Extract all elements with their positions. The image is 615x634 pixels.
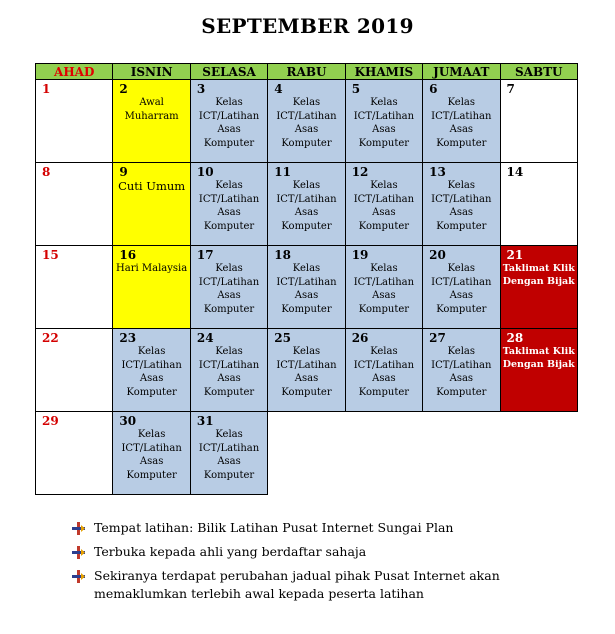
calendar-day-cell — [500, 246, 577, 329]
calendar-empty-cell — [345, 412, 422, 495]
calendar-day-cell — [190, 329, 267, 412]
day-number: 12 — [351, 165, 369, 179]
calendar-day-cell — [423, 329, 500, 412]
note-item — [72, 519, 592, 537]
note-text: Sekiranya terdapat perubahan jadual pihak Pusat Internet akan memaklumkan terlebih awal kepada peserta latihan — [94, 568, 500, 601]
class-label: Kelas ICT/Latihan Asas Komputer — [276, 180, 337, 232]
day-number: 9 — [119, 165, 128, 179]
class-label: Kelas ICT/Latihan Asas Komputer — [353, 97, 415, 149]
weekday-header: SABTU — [500, 64, 577, 80]
calendar-day-cell — [113, 80, 190, 163]
day-number: 30 — [119, 414, 137, 428]
arrow-bullet-icon — [72, 546, 85, 559]
calendar-day-cell — [36, 163, 113, 246]
day-number: 26 — [351, 331, 369, 345]
note-item — [72, 567, 592, 603]
day-number: 21 — [506, 248, 524, 262]
day-number: 29 — [42, 414, 59, 428]
calendar-day-cell — [113, 412, 190, 495]
calendar-week-row — [36, 246, 578, 329]
class-label: Kelas ICT/Latihan Asas Komputer — [431, 263, 492, 315]
class-label: Kelas ICT/Latihan Asas Komputer — [198, 97, 260, 149]
class-label: Kelas ICT/Latihan Asas Komputer — [353, 180, 415, 232]
weekday-header: RABU — [268, 64, 345, 80]
weekday-header: SELASA — [190, 64, 267, 80]
calendar-day-cell — [36, 412, 113, 495]
day-number: 8 — [42, 165, 51, 179]
calendar-day-cell — [113, 246, 190, 329]
calendar-day-cell — [423, 246, 500, 329]
day-number: 10 — [196, 165, 214, 179]
calendar-day-cell — [113, 163, 190, 246]
calendar-day-cell — [36, 246, 113, 329]
day-number: 15 — [42, 248, 59, 262]
class-label: Kelas ICT/Latihan Asas Komputer — [121, 429, 182, 481]
day-number: 17 — [196, 248, 214, 262]
note-text: Terbuka kepada ahli yang berdaftar sahaja — [94, 544, 367, 559]
calendar-empty-cell — [423, 412, 500, 495]
calendar-day-cell — [36, 80, 113, 163]
weekday-header: ISNIN — [113, 64, 190, 80]
calendar-empty-cell — [268, 412, 345, 495]
day-number: 7 — [506, 82, 515, 96]
class-label: Kelas ICT/Latihan Asas Komputer — [431, 180, 492, 232]
day-number: 11 — [274, 165, 291, 179]
holiday-label: Hari Malaysia — [116, 263, 188, 274]
calendar-day-cell — [345, 329, 422, 412]
calendar-day-cell — [345, 80, 422, 163]
weekday-header-row — [36, 64, 578, 80]
day-number: 20 — [429, 248, 446, 262]
class-label: Kelas ICT/Latihan Asas Komputer — [198, 180, 260, 232]
page-title: SEPTEMBER 2019 — [201, 14, 414, 38]
holiday-label: Awal Muharram — [124, 97, 179, 122]
calendar-day-cell — [268, 329, 345, 412]
calendar-week-row — [36, 329, 578, 412]
note-item — [72, 543, 592, 561]
day-number: 2 — [119, 82, 128, 96]
class-label: Kelas ICT/Latihan Asas Komputer — [431, 346, 492, 398]
calendar-day-cell — [500, 163, 577, 246]
class-label: Kelas ICT/Latihan Asas Komputer — [198, 263, 260, 315]
holiday-label: Cuti Umum — [118, 179, 186, 193]
day-number: 14 — [506, 165, 524, 179]
class-label: Kelas ICT/Latihan Asas Komputer — [353, 346, 415, 398]
day-number: 18 — [274, 248, 291, 262]
calendar-empty-cell — [500, 412, 577, 495]
calendar-day-cell — [190, 246, 267, 329]
calendar-day-cell — [190, 163, 267, 246]
class-label: Kelas ICT/Latihan Asas Komputer — [276, 263, 337, 315]
calendar-week-row — [36, 163, 578, 246]
day-number: 24 — [196, 331, 214, 345]
arrow-bullet-icon — [72, 570, 85, 583]
calendar-day-cell — [268, 80, 345, 163]
day-number: 27 — [429, 331, 446, 345]
day-number: 13 — [429, 165, 446, 179]
calendar-day-cell — [36, 329, 113, 412]
calendar-day-cell — [113, 329, 190, 412]
calendar-week-row — [36, 80, 578, 163]
class-label: Kelas ICT/Latihan Asas Komputer — [276, 97, 337, 149]
calendar-day-cell — [190, 412, 267, 495]
day-number: 6 — [429, 82, 438, 96]
day-number: 28 — [506, 331, 524, 345]
arrow-bullet-icon — [72, 522, 85, 535]
calendar-week-row — [36, 412, 578, 495]
day-number: 19 — [351, 248, 369, 262]
notes-list — [72, 519, 592, 609]
calendar-day-cell — [268, 163, 345, 246]
calendar-day-cell — [345, 163, 422, 246]
calendar-day-cell — [190, 80, 267, 163]
calendar-day-cell — [500, 329, 577, 412]
event-label: Taklimat Klik Dengan Bijak — [502, 346, 575, 370]
class-label: Kelas ICT/Latihan Asas Komputer — [353, 263, 415, 315]
calendar-table — [35, 63, 578, 495]
day-number: 16 — [119, 248, 137, 262]
weekday-header: AHAD — [36, 64, 113, 80]
day-number: 22 — [42, 331, 59, 345]
weekday-header: JUMAAT — [423, 64, 500, 80]
day-number: 3 — [196, 82, 206, 96]
class-label: Kelas ICT/Latihan Asas Komputer — [121, 346, 182, 398]
note-text: Tempat latihan: Bilik Latihan Pusat Internet Sungai Plan — [94, 520, 454, 535]
day-number: 23 — [119, 331, 137, 345]
calendar-day-cell — [345, 246, 422, 329]
calendar-day-cell — [268, 246, 345, 329]
calendar-day-cell — [423, 80, 500, 163]
weekday-header: KHAMIS — [345, 64, 422, 80]
class-label: Kelas ICT/Latihan Asas Komputer — [198, 429, 260, 481]
calendar-day-cell — [423, 163, 500, 246]
class-label: Kelas ICT/Latihan Asas Komputer — [276, 346, 337, 398]
class-label: Kelas ICT/Latihan Asas Komputer — [431, 97, 492, 149]
event-label: Taklimat Klik Dengan Bijak — [502, 263, 575, 287]
day-number: 5 — [351, 82, 361, 96]
calendar-day-cell — [500, 80, 577, 163]
day-number: 25 — [274, 331, 291, 345]
class-label: Kelas ICT/Latihan Asas Komputer — [198, 346, 260, 398]
day-number: 31 — [196, 414, 214, 428]
day-number: 1 — [42, 82, 51, 96]
day-number: 4 — [274, 82, 283, 96]
